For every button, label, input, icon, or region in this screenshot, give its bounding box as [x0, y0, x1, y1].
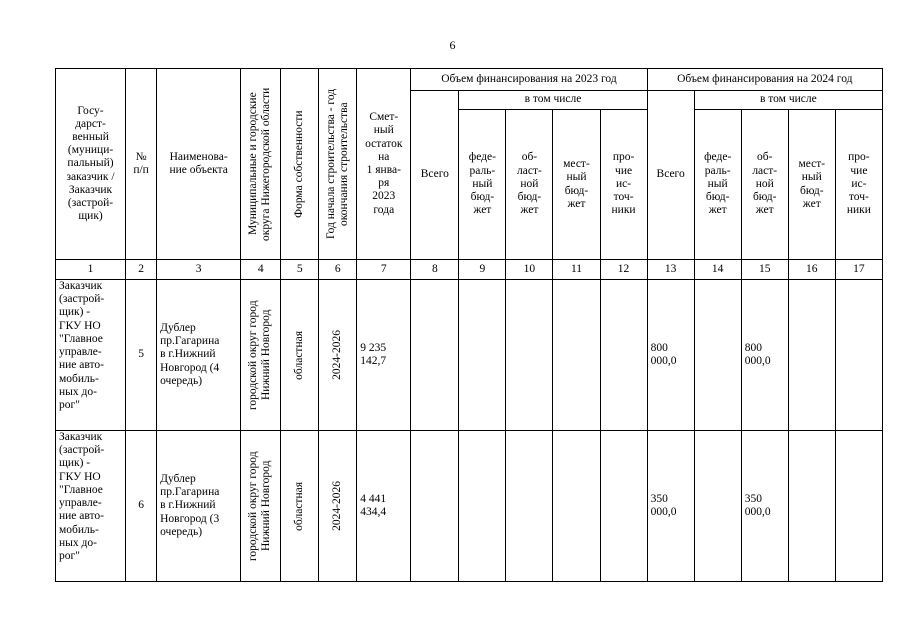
cell-object-name: Дублер пр.Гагарина в г.Нижний Новгород (3 очередь)	[157, 431, 241, 582]
cell-municipality	[241, 431, 281, 582]
cell-num: 5	[126, 280, 157, 431]
header-ownership: Форма собственности	[293, 110, 306, 218]
header-years-cell	[319, 69, 357, 260]
header-federal-2024: феде- раль- ный бюд- жет	[694, 110, 741, 260]
column-number: 4	[241, 260, 281, 280]
cell-total-2023	[411, 431, 459, 582]
ownership-text: областная	[293, 481, 306, 531]
cell-ownership	[281, 431, 319, 582]
cell-estimate: 9 235 142,7	[357, 280, 411, 431]
column-number: 16	[788, 260, 835, 280]
cell-federal-2024	[694, 280, 741, 431]
column-number: 6	[319, 260, 357, 280]
cell-regional-2023	[506, 431, 553, 582]
column-number: 14	[694, 260, 741, 280]
cell-regional-2023	[506, 280, 553, 431]
header-total-2024: Всего	[647, 91, 694, 260]
column-number: 10	[506, 260, 553, 280]
cell-local-2023	[553, 431, 600, 582]
header-federal-2023: феде- раль- ный бюд- жет	[459, 110, 506, 260]
cell-local-2023	[553, 280, 600, 431]
column-number: 17	[835, 260, 882, 280]
header-local-2023: мест- ный бюд- жет	[553, 110, 600, 260]
header-municipality: Муниципальные и городские округа Нижегородской области	[247, 87, 273, 241]
cell-federal-2024	[694, 431, 741, 582]
header-municipality-cell	[241, 69, 281, 260]
header-including-2023: в том числе	[459, 91, 647, 110]
cell-other-2023	[600, 280, 647, 431]
column-number: 8	[411, 260, 459, 280]
cell-object-name: Дублер пр.Гагарина в г.Нижний Новгород (4 очередь)	[157, 280, 241, 431]
cell-customer: Заказчик (застрой- щик) - ГКУ НО "Главное управле- ние авто- мобиль- ных до- рог"	[56, 431, 126, 582]
cell-local-2024	[788, 431, 835, 582]
header-years: Год начала строительства - год окончания строительства	[324, 88, 350, 240]
header-other-2023: про- чие ис- точ- ники	[600, 110, 647, 260]
cell-total-2023	[411, 280, 459, 431]
header-regional-2024: об- ласт- ной бюд- жет	[741, 110, 788, 260]
table-row	[56, 431, 883, 582]
cell-federal-2023	[459, 280, 506, 431]
years-text: 2024-2026	[331, 330, 344, 380]
header-object-name: Наименова- ние объекта	[157, 69, 241, 260]
column-number: 3	[157, 260, 241, 280]
column-number: 11	[553, 260, 600, 280]
column-number: 12	[600, 260, 647, 280]
header-including-2024: в том числе	[694, 91, 882, 110]
cell-federal-2023	[459, 431, 506, 582]
cell-num: 6	[126, 431, 157, 582]
cell-years	[319, 280, 357, 431]
cell-other-2023	[600, 431, 647, 582]
cell-ownership	[281, 280, 319, 431]
municipality-text: городской округ город Нижний Новгород	[247, 300, 273, 410]
header-customer: Госу- дарст- венный (муници- пальный) заказчик / Заказчик (застрой- щик)	[56, 69, 126, 260]
cell-municipality	[241, 280, 281, 431]
column-number: 13	[647, 260, 694, 280]
cell-customer: Заказчик (застрой- щик) - ГКУ НО "Главное управле- ние авто- мобиль- ных до- рог"	[56, 280, 126, 431]
cell-years	[319, 431, 357, 582]
header-fin-2024: Объем финансирования на 2024 год	[647, 69, 882, 91]
column-number: 15	[741, 260, 788, 280]
years-text: 2024-2026	[331, 481, 344, 531]
cell-local-2024	[788, 280, 835, 431]
cell-estimate: 4 441 434,4	[357, 431, 411, 582]
ownership-text: областная	[293, 330, 306, 380]
cell-total-2024: 350 000,0	[647, 431, 694, 582]
header-other-2024: про- чие ис- точ- ники	[835, 110, 882, 260]
header-regional-2023: об- ласт- ной бюд- жет	[506, 110, 553, 260]
column-number: 7	[357, 260, 411, 280]
page-number: 6	[449, 38, 456, 52]
header-local-2024: мест- ный бюд- жет	[788, 110, 835, 260]
municipality-text: городской округ город Нижний Новгород	[247, 451, 273, 561]
cell-regional-2024: 350 000,0	[741, 431, 788, 582]
header-estimate: Смет- ный остаток на 1 янва- ря 2023 года	[357, 69, 411, 260]
header-total-2023: Всего	[411, 91, 459, 260]
financing-table	[55, 68, 883, 582]
column-number: 2	[126, 260, 157, 280]
column-number: 9	[459, 260, 506, 280]
header-ownership-cell	[281, 69, 319, 260]
column-number: 1	[56, 260, 126, 280]
header-num: № п/п	[126, 69, 157, 260]
cell-other-2024	[835, 431, 882, 582]
cell-other-2024	[835, 280, 882, 431]
column-number: 5	[281, 260, 319, 280]
table-row	[56, 280, 883, 431]
header-fin-2023: Объем финансирования на 2023 год	[411, 69, 647, 91]
cell-total-2024: 800 000,0	[647, 280, 694, 431]
cell-regional-2024: 800 000,0	[741, 280, 788, 431]
